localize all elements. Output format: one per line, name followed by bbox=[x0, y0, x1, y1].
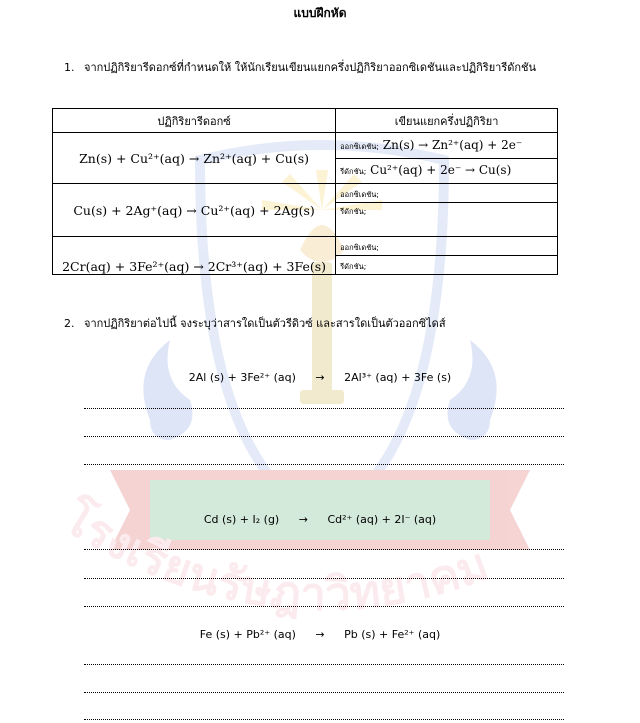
reaction-arrow-icon: → bbox=[298, 513, 308, 526]
question-1-number: 1. bbox=[64, 61, 75, 74]
oxidation-cell[interactable] bbox=[336, 237, 558, 256]
table-header-row bbox=[53, 109, 558, 133]
oxidation-equation: Zn(s) → Zn²⁺(aq) + 2e⁻ bbox=[382, 137, 523, 152]
reaction-arrow-icon: → bbox=[315, 628, 325, 641]
equation-left: 2Al (s) + 3Fe²⁺ (aq) bbox=[188, 371, 296, 384]
equation-2 bbox=[0, 513, 640, 526]
col-header-half: เขียนแยกครึ่งปฏิกิริยา bbox=[336, 109, 558, 133]
answer-line[interactable] bbox=[84, 664, 564, 665]
col-header-redox: ปฏิกิริยารีดอกซ์ bbox=[53, 109, 336, 133]
ribbon-icon bbox=[110, 470, 530, 550]
equation-3 bbox=[0, 628, 640, 641]
question-2-number: 2. bbox=[64, 317, 75, 330]
reaction-arrow-icon: → bbox=[315, 371, 325, 384]
equation-left: Fe (s) + Pb²⁺ (aq) bbox=[199, 628, 296, 641]
oxidation-label: ออกซิเดชัน; bbox=[340, 242, 379, 252]
oxidation-label: ออกซิเดชัน; bbox=[340, 141, 379, 151]
flame-right-icon bbox=[448, 340, 497, 440]
answer-line[interactable] bbox=[84, 549, 564, 550]
reduction-cell bbox=[336, 158, 558, 184]
question-1 bbox=[64, 58, 536, 76]
reaction-cell: 2Cr(aq) + 3Fe²⁺(aq) → 2Cr³⁺(aq) + 3Fe(s) bbox=[53, 237, 336, 275]
question-2 bbox=[64, 314, 446, 332]
answer-line[interactable] bbox=[84, 719, 564, 720]
reaction-cell: Zn(s) + Cu²⁺(aq) → Zn²⁺(aq) + Cu(s) bbox=[53, 133, 336, 184]
reduction-label: รีดักชัน; bbox=[340, 261, 367, 271]
flame-left-icon bbox=[143, 340, 192, 440]
question-2-text: จากปฏิกิริยาต่อไปนี้ จงระบุว่าสารใดเป็นตัวรีดิวซ์ และสารใดเป็นตัวออกซิไดส์ bbox=[84, 317, 446, 330]
answer-line[interactable] bbox=[84, 436, 564, 437]
reduction-label: รีดักชัน; bbox=[340, 167, 367, 177]
equation-right: Pb (s) + Fe²⁺ (aq) bbox=[344, 628, 441, 641]
reduction-cell[interactable] bbox=[336, 203, 558, 237]
redox-table bbox=[52, 108, 558, 275]
answer-line[interactable] bbox=[84, 606, 564, 607]
oxidation-cell bbox=[336, 133, 558, 159]
table-row bbox=[53, 184, 558, 203]
answer-line[interactable] bbox=[84, 692, 564, 693]
equation-1 bbox=[0, 371, 640, 384]
answer-line[interactable] bbox=[84, 578, 564, 579]
reduction-cell[interactable] bbox=[336, 256, 558, 275]
page-title: แบบฝึกหัด bbox=[293, 6, 347, 20]
reduction-label: รีดักชัน; bbox=[340, 207, 367, 217]
table-row bbox=[53, 133, 558, 159]
answer-line[interactable] bbox=[84, 408, 564, 409]
equation-right: 2Al³⁺ (aq) + 3Fe (s) bbox=[344, 371, 452, 384]
oxidation-label: ออกซิเดชัน; bbox=[340, 189, 379, 199]
equation-left: Cd (s) + I₂ (g) bbox=[203, 513, 280, 526]
oxidation-cell[interactable] bbox=[336, 184, 558, 203]
watermark-text: โรงเรียนรัษฎาวิทยาคม bbox=[54, 489, 496, 622]
table-row bbox=[53, 237, 558, 256]
reduction-equation: Cu²⁺(aq) + 2e⁻ → Cu(s) bbox=[370, 163, 512, 178]
equation-right: Cd²⁺ (aq) + 2I⁻ (aq) bbox=[327, 513, 437, 526]
question-1-text: จากปฏิกิริยารีดอกซ์ที่กำหนดให้ ให้นักเรียนเขียนแยกครึ่งปฏิกิริยาออกซิเดชันและปฏิกิริยารีดักชัน bbox=[84, 61, 537, 74]
answer-line[interactable] bbox=[84, 464, 564, 465]
reaction-cell: Cu(s) + 2Ag⁺(aq) → Cu²⁺(aq) + 2Ag(s) bbox=[53, 184, 336, 237]
